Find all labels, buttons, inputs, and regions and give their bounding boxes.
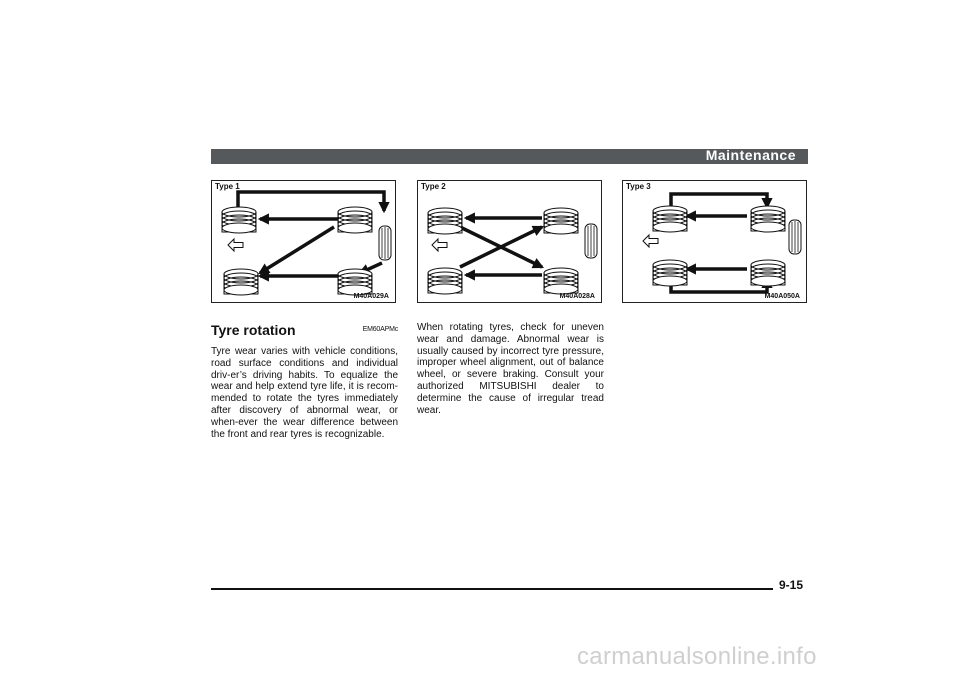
rotation-diagram-drawing: [212, 181, 397, 304]
tyre-icon: [751, 260, 785, 286]
tyre-icon: [653, 206, 687, 232]
spare-tyre-icon: [379, 226, 391, 260]
tyre-icon: [544, 208, 578, 234]
watermark: carmanualsonline.info: [577, 643, 817, 670]
diagram-label: Type 1: [215, 182, 240, 191]
tyre-icon: [544, 268, 578, 294]
direction-arrow-icon: [643, 235, 658, 247]
tyre-icon: [751, 206, 785, 232]
tyre-icon: [428, 268, 462, 294]
rotation-diagram-type-1: [211, 180, 396, 303]
direction-arrow-icon: [228, 239, 243, 251]
page-number: 9-15: [779, 578, 804, 592]
section-code: EM60APMc: [362, 326, 398, 333]
section-header-bar: [211, 149, 808, 164]
tyre-icon: [224, 269, 258, 295]
section-heading: Tyre rotation: [211, 322, 296, 338]
spare-tyre-icon: [789, 220, 801, 254]
tyre-icon: [338, 207, 372, 233]
rotation-diagram-type-3: [622, 180, 807, 303]
tyre-icon: [222, 207, 256, 233]
rotation-diagram-type-2: [417, 180, 602, 303]
tyre-icon: [338, 269, 372, 295]
diagram-code: M40A028A: [559, 293, 595, 300]
paragraph-tyre-wear: Tyre wear varies with vehicle conditions, road surface conditions and individual driv-er’s driving habits. To equalize the wear and help extend tyre life, it is recom-mended to rotate the tyres immediately after discovery of abnormal wear, or when-ever the wear difference between the front and rear tyres is recognizable.: [211, 346, 398, 440]
tyre-icon: [653, 260, 687, 286]
footer-rule: [211, 588, 773, 590]
diagram-code: M40A050A: [764, 293, 800, 300]
section-title: Maintenance: [705, 147, 796, 163]
diagram-label: Type 3: [626, 182, 651, 191]
paragraph-rotation-check: When rotating tyres, check for uneven wear and damage. Abnormal wear is usually caused by incorrect tyre pressure, improper wheel alignment, out of balance wheel, or severe braking. Consult your authorized MITSUBISHI dealer to determine the cause of irregular tread wear.: [417, 322, 604, 416]
rotation-diagram-drawing: [623, 181, 808, 304]
direction-arrow-icon: [432, 239, 447, 251]
diagram-label: Type 2: [421, 182, 446, 191]
spare-tyre-icon: [585, 224, 597, 258]
tyre-icon: [428, 208, 462, 234]
diagram-code: M40A029A: [353, 293, 389, 300]
rotation-diagram-drawing: [418, 181, 603, 304]
rotation-arrow: [260, 227, 334, 273]
